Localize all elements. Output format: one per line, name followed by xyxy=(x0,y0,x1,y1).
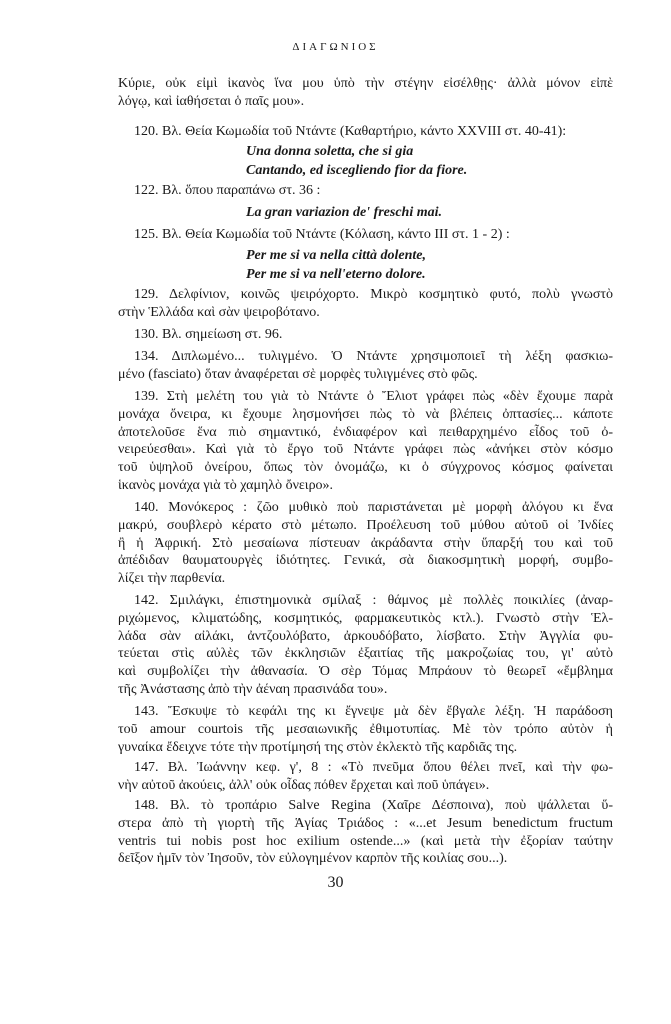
note-line: Κύριε, οὐκ εἰμὶ ἱκανὸς ἵνα μου ὑπὸ τὴν στέγην εἰσέλθῃς· ἀλλὰ μόνον εἰπὲ xyxy=(118,76,613,91)
note-147 xyxy=(118,759,613,795)
note-line: μένο (fasciato) ὅταν ἀναφέρεται σὲ μορφὲς τυλιγμένες στὸ φῶς. xyxy=(118,366,478,382)
note-line: ἀποτελοῦσε ἕνα πιὸ σημαντικό, ἐνδιαφέρον καὶ πειθαρχημένο εἶδος τοῦ ὀ- xyxy=(118,424,613,440)
note-130 xyxy=(118,326,613,344)
note-line: 139. Στὴ μελέτη του γιὰ τὸ Ντάντε ὁ Ἔλιοτ γράφει πὼς «δὲν ἔχουμε παρὰ xyxy=(134,389,613,404)
note-line: λίζει τὴν παρθενία. xyxy=(118,571,226,587)
note-125 xyxy=(118,226,613,244)
note-142 xyxy=(118,592,613,699)
note-line: τεύεται στὶς αὐλὲς τῶν ἐκκλησιῶν ἐξαιτίας τῆς μακροζωίας του, γι' αὐτὸ xyxy=(118,646,613,662)
note-line: 147. Βλ. Ἰωάννην κεφ. γ', 8 : «Τὸ πνεῦμα ὅπου θέλει πνεῖ, καὶ τὴν φω- xyxy=(134,760,613,775)
note-120 xyxy=(118,123,613,141)
note-line: ἢ ἡ Ἀφρική. Στὸ μεσαίωνα πίστευαν ἀκράδαντα στὴν ὕπαρξή του καὶ τοῦ xyxy=(118,535,613,551)
note-line: στὴν Ἑλλάδα καὶ σὰν ψειροβότανο. xyxy=(118,304,320,320)
note-line: μακρύ, σουβλερὸ κέρατο στὸ μέτωπο. Προέλευση τοῦ μύθου αὐτοῦ οἱ Ἰνδίες xyxy=(118,517,613,533)
page-number: 30 xyxy=(327,874,344,891)
note-139 xyxy=(118,388,613,495)
note-148 xyxy=(118,797,613,868)
note-line: 125. Βλ. Θεία Κωμωδία τοῦ Ντάντε (Κόλαση, κάντο III στ. 1 - 2) : xyxy=(134,227,510,242)
note-line: 122. Βλ. ὅπου παραπάνω στ. 36 : xyxy=(134,183,321,198)
quotation-125 xyxy=(246,246,426,284)
note-line: 129. Δελφίνιον, κοινῶς ψειρόχορτο. Μικρὸ κοσμητικὸ φυτό, πολὺ γνωστὸ xyxy=(134,287,613,302)
quotation-line: La gran variazion de' freschi mai. xyxy=(246,205,443,220)
note-line: γυναίκα ἔδειχνε τότε τὴν προτίμησή της στὸν ἐκλεκτὸ τῆς καρδιᾶς της. xyxy=(118,739,518,755)
note-line: τοῦ amour courtois τῆς μεσαιωνικῆς ἐθιμοτυπίας. Μὲ τὸν τρόπο αὐτὸν ἡ xyxy=(118,721,613,737)
note-line: λάδα σὰν αἰλάκι, ἀντζουλόβατο, ἀρκουδόβατο, λίσβατο. Στὴν Ἀγγλία φυ- xyxy=(118,628,613,644)
note-line: δεῖξον ἡμῖν τὸν Ἰησοῦν, τὸν εὐλογημένον καρπὸν τῆς κοιλίας σου...). xyxy=(118,851,508,867)
quotation-line: Per me si va nell'eterno dolore. xyxy=(246,267,426,282)
note-line: ἀπέδιδαν θαυματουργὲς ἰδιότητες. Γενικά, σὰ διακοσμητικὴ μορφή, συμβο- xyxy=(118,553,613,569)
note-line: 134. Διπλωμένο... τυλιγμένο. Ὁ Ντάντε χρησιμοποιεῖ τὴ λέξη φασκιω- xyxy=(134,349,613,364)
note-line: 142. Σμιλάγκι, ἐπιστημονικὰ σμίλαξ : θάμνος μὲ πολλὲς ποικιλίες (ἀναρ- xyxy=(134,593,613,608)
note-line: λόγῳ, καὶ ἰαθήσεται ὁ παῖς μου». xyxy=(118,93,305,109)
note-140 xyxy=(118,499,613,588)
note-122 xyxy=(118,182,613,200)
note-continuation xyxy=(118,75,613,111)
quotation-line: Per me si va nella città dolente, xyxy=(246,248,427,263)
quotation-line: Una donna soletta, che si gia xyxy=(246,144,414,159)
note-line: τῆς Ἀνάστασης ἀπὸ τὴν ἀέναη πρασινάδα του». xyxy=(118,681,388,697)
note-line: ἱκανὸς μονάχα γιὰ τὸ χαμηλὸ ὄνειρο». xyxy=(118,477,334,493)
note-129 xyxy=(118,286,613,322)
note-line: 130. Βλ. σημείωση στ. 96. xyxy=(134,327,283,342)
note-line: νὴν αὐτοῦ ἀκούεις, ἀλλ' οὐκ οἶδας πόθεν ἔρχεται καὶ ποῦ ὑπάγει». xyxy=(118,777,490,793)
note-143 xyxy=(118,703,613,756)
note-line: 140. Μονόκερος : ζῶο μυθικὸ ποὺ παριστάνεται μὲ μορφὴ ἀλόγου κι ἕνα xyxy=(134,500,613,515)
quotation-120 xyxy=(246,142,467,180)
note-line: ventris tui nobis post hoc exilium ostende...» (καὶ μετὰ τὴν ἐξορίαν ταύτην xyxy=(118,833,613,849)
note-134 xyxy=(118,348,613,384)
quotation-line: Cantando, ed iscegliendo fior da fiore. xyxy=(246,163,468,178)
note-line: στερα ἀπὸ τὴ γιορτὴ τῆς Ἁγίας Τριάδος : «...et Jesum benedictum fructum xyxy=(118,815,613,831)
quotation-122 xyxy=(246,203,442,222)
note-line: ριχώμενος, κλιματώδης, κοσμητικός, φαρμακευτικὸς κτλ.). Γνωστὸ στὴν Ἑλ- xyxy=(118,610,613,626)
note-line: τοῦ ὑψηλοῦ ὀνείρου, ὅπως τὸν ὀνομάζω, κι ὁ σύγχρονος κόσμος φαίνεται xyxy=(118,460,613,476)
note-line: 143. Ἔσκυψε τὸ κεφάλι της κι ἔγνεψε μὰ δὲν ἔβγαλε λέξη. Ἡ παράδοση xyxy=(134,704,613,719)
running-header: ΔΙΑΓΩΝΙΟΣ xyxy=(292,41,379,53)
note-line: καὶ συμβολίζει τὴν ἀθανασία. Ὁ σὲρ Τόμας Μπράουν τὸ θεωρεῖ «ἔμβλημα xyxy=(118,664,613,680)
note-line: μονάχα ὄνειρα, κι ἔχουμε λησμονήσει πὼς τὸ νὰ βλέπεις ὀπτασίες... κάποτε xyxy=(118,406,613,422)
note-line: 148. Βλ. τὸ τροπάριο Salve Regina (Χαῖρε Δέσποινα), ποὺ ψάλλεται ὕ- xyxy=(134,798,613,813)
note-line: 120. Βλ. Θεία Κωμωδία τοῦ Ντάντε (Καθαρτήριο, κάντο XXVIII στ. 40-41): xyxy=(134,124,567,139)
note-line: νειρεύεσθαι». Καὶ γιὰ τὸ ἔργο τοῦ Ντάντε γράφει πὼς «ἀνήκει στὸν κόσμο xyxy=(118,442,613,458)
